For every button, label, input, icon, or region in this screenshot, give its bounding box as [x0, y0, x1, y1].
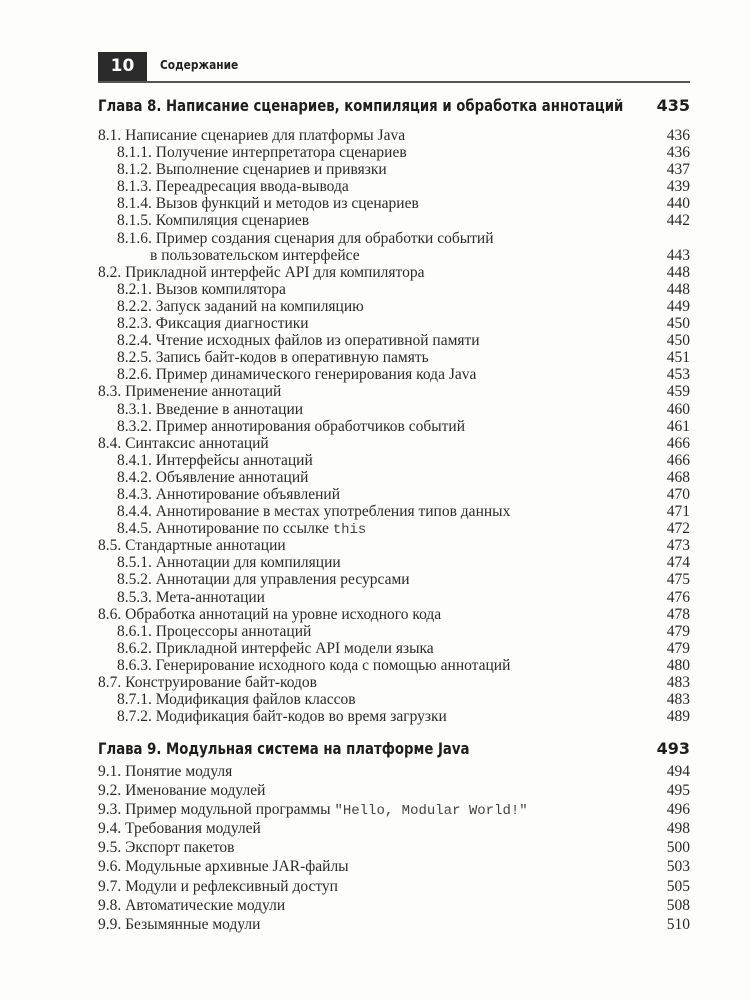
toc-entry-page: 466 — [666, 451, 690, 469]
header-rule — [98, 81, 690, 83]
toc-entry-page: 470 — [666, 485, 690, 503]
toc-entry-page: 494 — [666, 763, 690, 780]
toc-list — [98, 762, 690, 934]
toc-entry — [98, 469, 690, 486]
toc-entry — [98, 435, 690, 452]
toc-entry — [98, 800, 690, 819]
toc-entry — [98, 315, 690, 332]
toc-entry — [98, 247, 690, 264]
toc-entry-page: 500 — [666, 839, 690, 857]
toc-entry — [98, 144, 690, 161]
toc-entry-page: 475 — [666, 571, 690, 589]
toc-entry-page: 508 — [666, 896, 690, 914]
page-number: 10 — [98, 52, 147, 81]
toc-entry-page: 479 — [666, 639, 690, 657]
toc-entry-title: 8.6.3. Генерирование исходного кода с помощью аннотаций — [117, 656, 511, 674]
toc-entry-page: 498 — [666, 820, 690, 838]
toc-entry — [98, 819, 690, 838]
toc-entry-title: 8.1.3. Переадресация ввода-вывода — [117, 178, 349, 196]
toc-entry — [98, 640, 690, 657]
chapter-heading — [98, 96, 690, 115]
toc-entry-title: 8.2.3. Фиксация диагностики — [117, 315, 309, 333]
toc-entry-page: 440 — [666, 195, 690, 213]
toc-entry-page: 483 — [666, 691, 690, 709]
toc-entry — [98, 708, 690, 725]
chapter-heading — [98, 739, 690, 758]
toc-entry-page: 471 — [666, 503, 690, 521]
toc-list — [98, 127, 690, 725]
toc-entry-page: 496 — [666, 801, 690, 819]
toc-entry-page: 510 — [666, 915, 690, 933]
toc-entry-title: 8.4. Синтаксис аннотаций — [98, 434, 269, 452]
toc-entry-title: 9.4. Требования модулей — [98, 820, 261, 838]
toc-entry — [98, 691, 690, 708]
toc-entry-title: 9.1. Понятие модуля — [98, 763, 233, 780]
toc-entry — [98, 606, 690, 623]
toc-entry — [98, 486, 690, 503]
toc-entry — [98, 520, 690, 537]
toc-entry — [98, 674, 690, 691]
toc-entry-title: 8.5.2. Аннотации для управления ресурсами — [117, 571, 410, 589]
toc-entry-title: 8.2.2. Запуск заданий на компиляцию — [117, 297, 364, 315]
toc-entry — [98, 554, 690, 571]
toc-entry-title: 9.3. Пример модульной программы — [98, 801, 335, 819]
toc-entry — [98, 178, 690, 195]
toc-entry-title: 8.2.6. Пример динамического генерирования кода Java — [117, 366, 477, 384]
toc-entry — [98, 623, 690, 640]
toc-entry-title: 8.5.1. Аннотации для компиляции — [117, 554, 341, 572]
toc-entry — [98, 332, 690, 349]
toc-entry-page: 503 — [666, 858, 690, 876]
toc-entry-page: 436 — [666, 127, 690, 144]
toc-entry-title: 8.4.1. Интерфейсы аннотаций — [117, 451, 313, 469]
toc-entry — [98, 212, 690, 229]
toc-entry-page: 443 — [666, 246, 690, 264]
toc-entry-title: 8.2. Прикладной интерфейс API для компилятора — [98, 263, 425, 281]
toc-entry-title: 8.3.2. Пример аннотирования обработчиков событий — [117, 417, 466, 435]
toc-entry-page: 459 — [666, 383, 690, 401]
toc-entry-title: 8.3. Применение аннотаций — [98, 383, 282, 401]
toc-entry-title: 9.8. Автоматические модули — [98, 896, 286, 914]
toc-entry-title: 9.2. Именование модулей — [98, 782, 266, 800]
toc-entry-title: 8.1.5. Компиляция сценариев — [117, 212, 310, 230]
toc-entry-title: 8.1. Написание сценариев для платформы Java — [98, 127, 406, 144]
toc-entry-title: 9.7. Модули и рефлексивный доступ — [98, 877, 338, 895]
toc-entry-title: 8.1.4. Вызов функций и методов из сценариев — [117, 195, 419, 213]
toc-entry-title: в пользовательском интерфейсе — [150, 246, 360, 264]
toc-entry-page: 448 — [666, 263, 690, 281]
toc-entry — [98, 161, 690, 178]
toc-entry-page: 448 — [666, 280, 690, 298]
toc-entry — [98, 264, 690, 281]
toc-entry-title: 8.4.4. Аннотирование в местах употребления типов данных — [117, 503, 511, 521]
toc-entry-page: 479 — [666, 622, 690, 640]
toc-entry-page: 483 — [666, 674, 690, 691]
toc-entry-page: 466 — [666, 434, 690, 452]
toc-entry-page: 495 — [666, 782, 690, 800]
toc-entry-title: 9.6. Модульные архивные JAR-файлы — [98, 858, 349, 876]
chapter-title: Глава 9. Модульная система на платформе Java — [98, 739, 470, 758]
toc-entry-page: 468 — [666, 468, 690, 486]
toc-entry-page: 437 — [666, 161, 690, 179]
toc-entry-page: 489 — [666, 708, 690, 726]
toc-entry — [98, 781, 690, 800]
toc-entry-page: 472 — [666, 520, 690, 538]
toc-entry — [98, 195, 690, 212]
toc-entry-page: 451 — [666, 349, 690, 367]
toc-entry-title: 8.7. Конструирование байт-кодов — [98, 674, 318, 691]
toc-entry-title: 8.6. Обработка аннотаций на уровне исходного кода — [98, 605, 442, 623]
toc-entry — [98, 281, 690, 298]
toc-entry-title: 8.1.2. Выполнение сценариев и привязки — [117, 161, 387, 179]
toc-entry-title: 8.2.1. Вызов компилятора — [117, 280, 286, 298]
toc-entry-page: 480 — [666, 656, 690, 674]
toc-entry-title: 8.6.1. Процессоры аннотаций — [117, 622, 312, 640]
toc-entry — [98, 877, 690, 896]
toc-entry — [98, 915, 690, 934]
toc-entry-page: 461 — [666, 417, 690, 435]
toc-entry — [98, 503, 690, 520]
toc-entry — [98, 571, 690, 588]
toc-entry — [98, 383, 690, 400]
toc-entry-title: 8.7.2. Модификация байт-кодов во время загрузки — [117, 708, 447, 726]
toc-entry — [98, 401, 690, 418]
toc-entry — [98, 537, 690, 554]
toc-entry-title: 8.5.3. Мета-аннотации — [117, 588, 265, 606]
toc-entry-title: 8.2.4. Чтение исходных файлов из оперативной памяти — [117, 332, 480, 350]
toc-entry — [98, 418, 690, 435]
toc-entry — [98, 349, 690, 366]
toc-entry-page: 478 — [666, 605, 690, 623]
toc-entry-title: 8.4.2. Объявление аннотаций — [117, 468, 309, 486]
toc-entry-title: 8.6.2. Прикладной интерфейс API модели языка — [117, 639, 434, 657]
toc-entry-title: 8.3.1. Введение в аннотации — [117, 400, 304, 418]
toc-entry-title: 9.5. Экспорт пакетов — [98, 839, 235, 857]
toc-entry-title: 8.4.5. Аннотирование по ссылке — [117, 520, 333, 538]
toc-entry-title: 8.1.1. Получение интерпретатора сценариев — [117, 144, 407, 162]
toc-entry — [98, 366, 690, 383]
toc-entry — [98, 127, 690, 144]
toc-entry — [98, 857, 690, 876]
toc-entry-page: 474 — [666, 554, 690, 572]
toc-entry-title: 8.4.3. Аннотирование объявлений — [117, 485, 340, 503]
toc-entry-title: 8.1.6. Пример создания сценария для обработки событий — [117, 229, 494, 247]
chapter-title: Глава 8. Написание сценариев, компиляция и обработка аннотаций — [98, 96, 624, 115]
toc-entry-page: 436 — [666, 144, 690, 162]
toc-entry — [98, 589, 690, 606]
toc-entry-title: 9.9. Безымянные модули — [98, 915, 261, 933]
toc-entry-page: 449 — [666, 297, 690, 315]
toc-entry — [98, 896, 690, 915]
toc-entry-title: 8.7.1. Модификация файлов классов — [117, 691, 356, 709]
toc-entry-page: 476 — [666, 588, 690, 606]
toc-entry-code: this — [332, 522, 367, 539]
toc-entry-page: 439 — [666, 178, 690, 196]
toc-entry — [98, 657, 690, 674]
toc-entry-page: 505 — [666, 877, 690, 895]
toc-entry — [98, 838, 690, 857]
toc-entry — [98, 762, 690, 781]
toc-entry-title: 8.5. Стандартные аннотации — [98, 537, 286, 555]
toc-entry-page: 442 — [666, 212, 690, 230]
toc-entry-page: 473 — [666, 537, 690, 555]
running-header-title: Содержание — [160, 57, 239, 72]
toc-entry-page: 453 — [666, 366, 690, 384]
toc-entry-code: "Hello, Modular World!" — [334, 803, 528, 820]
toc-entry — [98, 298, 690, 315]
toc-entry-title: 8.2.5. Запись байт-кодов в оперативную память — [117, 349, 429, 367]
chapter-page: 493 — [656, 739, 690, 758]
toc-entry-page: 460 — [666, 400, 690, 418]
toc-entry-page: 450 — [666, 315, 690, 333]
toc-entry — [98, 230, 690, 247]
toc-entry-page: 450 — [666, 332, 690, 350]
chapter-page: 435 — [656, 96, 690, 115]
toc-entry — [98, 452, 690, 469]
